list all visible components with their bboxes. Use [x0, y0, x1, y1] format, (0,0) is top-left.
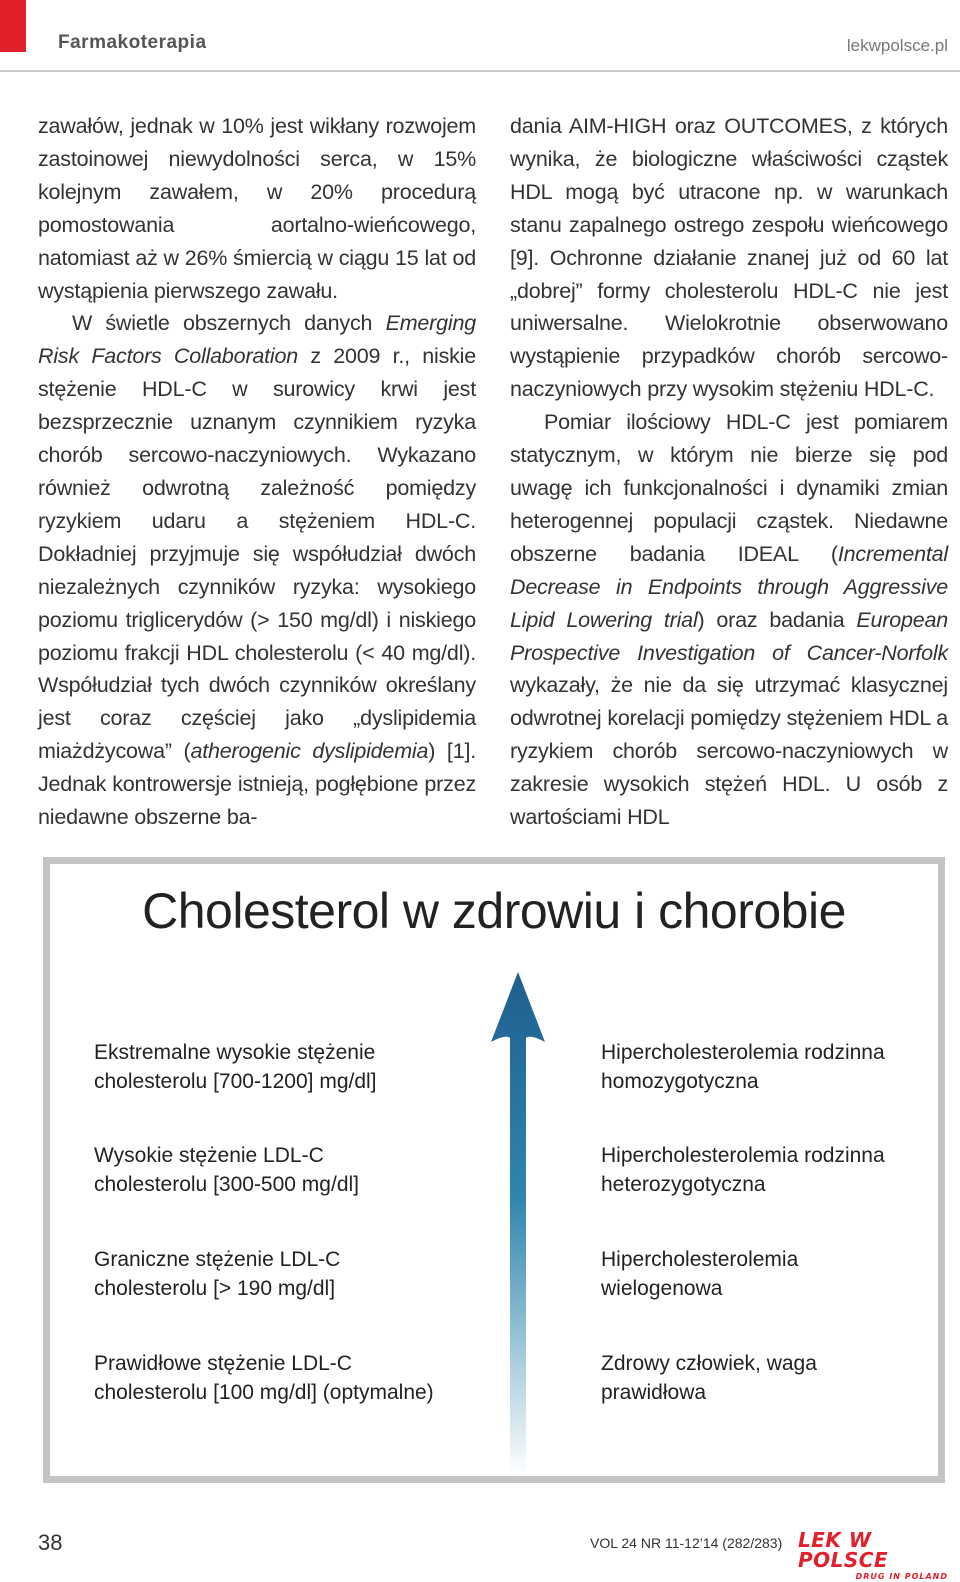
section-color-tab [0, 0, 26, 52]
left-item-extreme-line1: Ekstremalne wysokie stężenie [94, 1041, 376, 1064]
left-item-normal-line1: Prawidłowe stężenie LDL-C [94, 1352, 352, 1375]
left-item-normal-line2: cholesterolu [100 mg/dl] (optymalne) [94, 1381, 434, 1404]
right-paragraph-1: dania AIM-HIGH oraz OUTCOMES, z których wynika, że biologiczne właściwości cząstek HDL mogą być utracone np. w warunkach stanu zapalnego ostrego zespołu wieńcowego [9]. Ochronne działanie znanej już od 60 lat „dobrej” formy cholesterolu HDL-C nie jest uniwersalne. Wielokrotnie obserwowano wystąpienie przypadków chorób sercowo-naczyniowych przy wysokim stężeniu HDL-C. [510, 114, 948, 402]
right-column [510, 110, 948, 834]
right-item-homozygous [601, 1038, 960, 1096]
left-item-high [94, 1141, 494, 1199]
gradient-arrow-icon [490, 972, 546, 1476]
right-item-healthy [601, 1349, 960, 1407]
right-item-heterozygous-line2: heterozygotyczna [601, 1173, 766, 1196]
volume-info: VOL 24 NR 11-12’14 (282/283) [590, 1535, 783, 1551]
right-p2-text-b: ) oraz badania [697, 607, 857, 632]
left-column [38, 110, 476, 834]
left-p2-italic-1: Emerging Risk Factors Collaboration [38, 311, 476, 369]
left-item-extreme-line2: cholesterolu [700-1200] mg/dl] [94, 1070, 377, 1093]
site-url: lekwpolsce.pl [846, 36, 948, 55]
right-paragraph-2 [510, 406, 948, 834]
right-item-homozygous-line1: Hipercholesterolemia rodzinna [601, 1041, 885, 1064]
left-item-normal [94, 1349, 494, 1407]
right-item-heterozygous [601, 1141, 960, 1199]
right-item-polygenic-line2: wielogenowa [601, 1277, 723, 1300]
right-item-healthy-line2: prawidłowa [601, 1381, 707, 1404]
left-paragraph-1: zawałów, jednak w 10% jest wikłany rozwojem zastoinowej niewydolności serca, w 15% kolejnym zawałem, w 20% procedurą pomostowania aortalno-wieńcowego, natomiast aż w 26% śmiercią w ciągu 15 lat od wystąpienia pierwszego zawału. [38, 114, 476, 303]
left-item-extreme [94, 1038, 494, 1096]
left-p2-text-b: z 2009 r., niskie stężenie HDL-C w surowicy krwi jest bezsprzecznie uznanym czynnikiem ryzyka chorób sercowo-naczyniowych. Wykazano również odwrotną zależność pomiędzy ryzykiem udaru a stężeniem HDL-C. Dokładniej przyjmuje się współudział dwóch niezależnych czynników ryzyka: wysokiego poziomu triglicerydów (> 150 mg/dl) i niskiego poziomu frakcji HDL cholesterolu (< 40 mg/dl). Współudział tych dwóch czynników określany jest coraz częściej jako „dyslipidemia miażdżycowa” ( [38, 344, 477, 764]
left-p2-text-a: W świetle obszernych danych [72, 311, 386, 336]
left-item-borderline-line1: Graniczne stężenie LDL-C [94, 1248, 341, 1271]
right-item-heterozygous-line1: Hipercholesterolemia rodzinna [601, 1144, 885, 1167]
logo-sub-text: DRUG IN POLAND [855, 1572, 948, 1581]
right-item-homozygous-line2: homozygotyczna [601, 1070, 759, 1093]
figure-title: Cholesterol w zdrowiu i chorobie [142, 883, 846, 939]
section-title: Farmakoterapia [58, 32, 207, 53]
header-divider [0, 70, 960, 72]
right-p2-text-a: Pomiar ilościowy HDL-C jest pomiarem statycznym, w którym nie bierze się pod uwagę ich funkcjonalności i dynamiki zmian heterogennej populacji cząstek. Niedawne obszerne badania IDEAL ( [510, 410, 948, 566]
right-p2-italic-2: European Prospective Investigation of Cancer-Norfolk [510, 607, 948, 665]
right-item-healthy-line1: Zdrowy człowiek, waga [601, 1352, 817, 1375]
left-paragraph-2 [38, 307, 476, 834]
left-p2-text-c: ) [1]. Jednak kontrowersje istnieją, pogłębione przez niedawne obszerne ba- [38, 739, 476, 830]
journal-logo [798, 1528, 948, 1581]
left-p2-italic-2: atherogenic dyslipidemia [190, 739, 429, 764]
cholesterol-figure [43, 857, 945, 1483]
left-item-high-line2: cholesterolu [300-500 mg/dl] [94, 1173, 359, 1196]
right-p2-italic-1: Incremental Decrease in Endpoints through Aggressive Lipid Lowering trial [510, 541, 948, 632]
left-item-borderline-line2: cholesterolu [> 190 mg/dl] [94, 1277, 336, 1300]
right-p2-text-c: wykazały, że nie da się utrzymać klasycznej odwrotnej korelacji pomiędzy stężeniem HDL a ryzykiem chorób sercowo-naczyniowych w zakresie wysokich stężeń HDL. U osób z wartościami HDL [510, 673, 948, 830]
logo-main-text: LEK W POLSCE [798, 1528, 889, 1572]
left-item-high-line1: Wysokie stężenie LDL-C [94, 1144, 324, 1167]
right-item-polygenic-line1: Hipercholesterolemia [601, 1248, 799, 1271]
left-item-borderline [94, 1245, 494, 1303]
page-number: 38 [38, 1530, 63, 1555]
right-item-polygenic [601, 1245, 960, 1303]
